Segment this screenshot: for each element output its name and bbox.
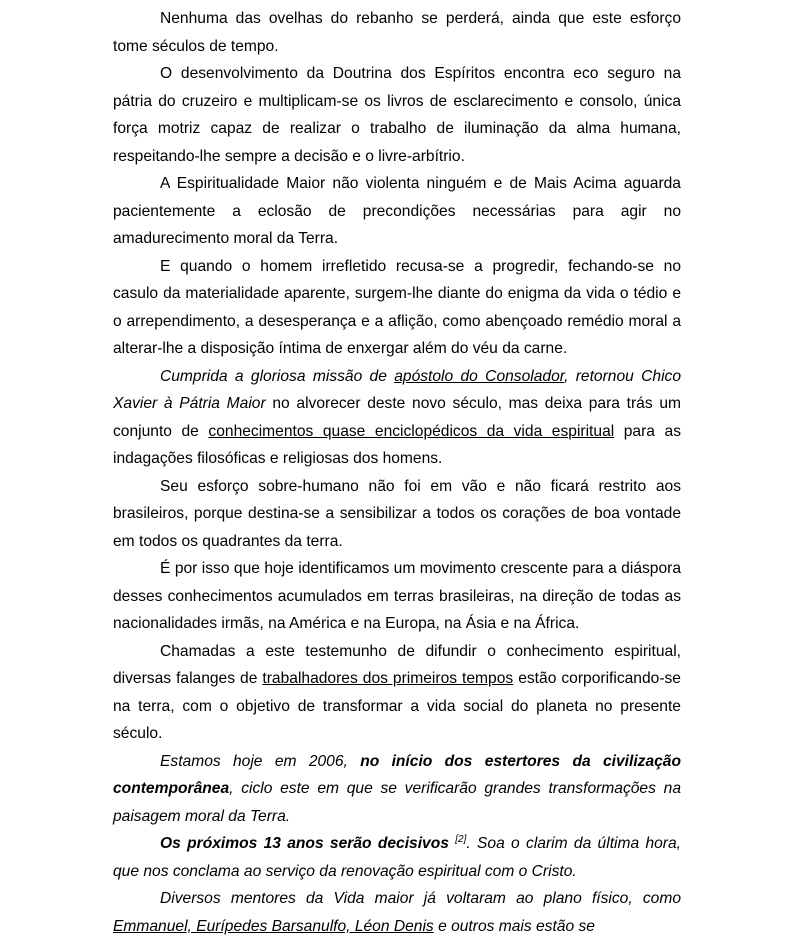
document-page: [113, 5, 681, 940]
paragraph-2: O desenvolvimento da Doutrina dos Espíritos encontra eco seguro na pátria do cruzeiro e multiplicam-se os livros de esclarecimento e consolo, única força motriz capaz de realizar o trabalho de iluminação da alma humana, respeitando-lhe sempre a decisão e o livre-arbítrio.: [113, 65, 681, 165]
paragraph-11: [113, 885, 681, 940]
body-text: no alvorecer deste novo século, mas deixa para trás um conjunto de: [113, 395, 681, 440]
paragraph-8: [113, 638, 681, 748]
italic-text: e outros mais estão se: [433, 917, 595, 935]
underlined-italic-text: apóstolo do Consolador: [394, 367, 565, 385]
paragraph-7: É por isso que hoje identificamos um movimento crescente para a diáspora desses conhecimentos acumulados em terras brasileiras, na direção de todas as nacionalidades irmãs, na América e na Europa, na Ásia e na África.: [113, 560, 681, 632]
bold-italic-text: no início dos estertores da civilização contemporânea: [113, 752, 681, 797]
italic-text: , retornou Chico Xavier à Pátria Maior: [113, 367, 682, 412]
italic-text: Estamos hoje em 2006,: [160, 752, 361, 770]
paragraph-10: [113, 830, 681, 885]
italic-text: , ciclo este em que se verificarão grandes transformações na paisagem moral da Terra.: [113, 780, 681, 825]
paragraph-5: [113, 363, 681, 473]
paragraph-9: [113, 748, 681, 831]
paragraph-6: Seu esforço sobre-humano não foi em vão e não ficará restrito aos brasileiros, porque destina-se a sensibilizar a todos os corações de boa vontade em todos os quadrantes da terra.: [113, 477, 681, 550]
bold-italic-text: Os próximos 13 anos serão decisivos: [160, 835, 449, 852]
body-text: estão corporificando-se na terra, com o objetivo de transformar a vida social do planeta no presente século.: [113, 670, 681, 742]
underlined-italic-text: Emmanuel, Eurípedes Barsanulfo, Léon Denis: [113, 917, 434, 935]
paragraph-1: Nenhuma das ovelhas do rebanho se perderá, ainda que este esforço tome séculos de tempo.: [113, 10, 681, 55]
italic-text: Diversos mentores da Vida maior já voltaram ao plano físico, como: [160, 890, 681, 907]
paragraph-3: A Espiritualidade Maior não violenta ninguém e de Mais Acima aguarda pacientemente a eclosão de precondições necessárias para agir no amadurecimento moral da Terra.: [113, 175, 681, 247]
italic-text: . Soa o clarim da última hora, que nos conclama ao serviço da renovação espiritual com o Cristo.: [113, 835, 681, 880]
body-text: para as indagações filosóficas e religiosas dos homens.: [113, 422, 681, 467]
footnote-reference[interactable]: [2]: [455, 834, 467, 845]
underlined-text: conhecimentos quase enciclopédicos da vida espiritual: [208, 422, 615, 440]
paragraph-4: E quando o homem irrefletido recusa-se a progredir, fechando-se no casulo da materialidade aparente, surgem-lhe diante do enigma da vida o tédio e o arrependimento, a desesperança e a aflição, como abençoado remédio moral a alterar-lhe a disposição íntima de enxergar além do véu da carne.: [113, 257, 681, 357]
body-text: Chamadas a este testemunho de difundir o conhecimento espiritual, diversas falanges de: [113, 642, 681, 687]
underlined-text: trabalhadores dos primeiros tempos: [262, 670, 514, 687]
italic-text: Cumprida a gloriosa missão de: [160, 367, 395, 385]
